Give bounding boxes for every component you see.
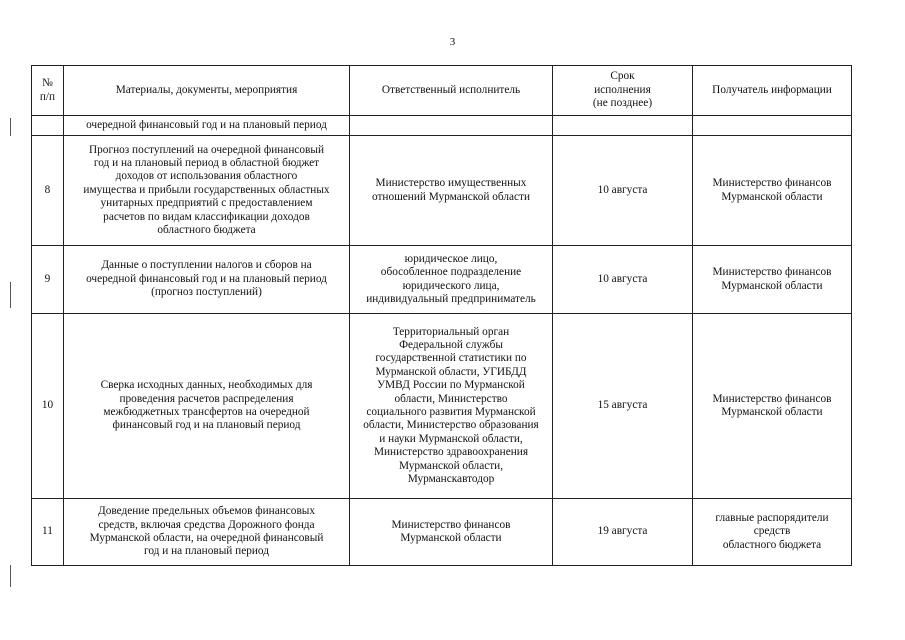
cell-responsible — [350, 116, 553, 136]
table-header-row — [32, 66, 852, 116]
cell-recipient: Министерство финансов Мурманской области — [693, 314, 852, 499]
cell-responsible: Территориальный орган Федеральной службы государственной статистики по Мурманской области, УГИБДД УМВД России по Мурманской области, Министерство социального развития Мурманской области, Министерство образования и науки Мурманской области, Министерство здравоохранения Мурманской области, Мурманскавтодор — [350, 314, 553, 499]
cell-num: 9 — [32, 246, 64, 314]
margin-mark — [10, 282, 11, 308]
cell-term: 10 августа — [553, 246, 693, 314]
table-row — [32, 116, 852, 136]
cell-materials: Доведение предельных объемов финансовых средств, включая средства Дорожного фонда Мурманской области, на очередной финансовый год и на плановый период — [64, 499, 350, 566]
table-row — [32, 499, 852, 566]
margin-mark — [10, 565, 11, 587]
cell-num: 8 — [32, 136, 64, 246]
header-num: № п/п — [32, 66, 64, 116]
cell-materials: Сверка исходных данных, необходимых для проведения расчетов распределения межбюджетных трансфертов на очередной финансовый год и на плановый период — [64, 314, 350, 499]
cell-responsible: Министерство имущественных отношений Мурманской области — [350, 136, 553, 246]
table-row — [32, 136, 852, 246]
margin-mark — [10, 118, 11, 136]
page-number: 3 — [449, 36, 456, 48]
header-term: Срок исполнения (не позднее) — [553, 66, 693, 116]
cell-responsible: Министерство финансов Мурманской области — [350, 499, 553, 566]
cell-num: 11 — [32, 499, 64, 566]
cell-num: 10 — [32, 314, 64, 499]
header-recipient: Получатель информации — [693, 66, 852, 116]
cell-term: 15 августа — [553, 314, 693, 499]
cell-recipient — [693, 116, 852, 136]
cell-materials: Прогноз поступлений на очередной финансовый год и на плановый период в областной бюджет доходов от использования областного имущества и прибыли государственных областных унитарных предприятий с предоставлением расчетов по видам классификации доходов областного бюджета — [64, 136, 350, 246]
header-materials: Материалы, документы, мероприятия — [64, 66, 350, 116]
cell-recipient: главные распорядители средств областного бюджета — [693, 499, 852, 566]
cell-num — [32, 116, 64, 136]
table-row — [32, 314, 852, 499]
cell-materials: Данные о поступлении налогов и сборов на очередной финансовый год и на плановый период (прогноз поступлений) — [64, 246, 350, 314]
header-responsible: Ответственный исполнитель — [350, 66, 553, 116]
plan-table — [31, 65, 852, 566]
table-row — [32, 246, 852, 314]
cell-recipient: Министерство финансов Мурманской области — [693, 136, 852, 246]
cell-term: 19 августа — [553, 499, 693, 566]
cell-recipient: Министерство финансов Мурманской области — [693, 246, 852, 314]
cell-materials: очередной финансовый год и на плановый период — [64, 116, 350, 136]
cell-term: 10 августа — [553, 136, 693, 246]
cell-responsible: юридическое лицо, обособленное подразделение юридического лица, индивидуальный предприниматель — [350, 246, 553, 314]
cell-term — [553, 116, 693, 136]
